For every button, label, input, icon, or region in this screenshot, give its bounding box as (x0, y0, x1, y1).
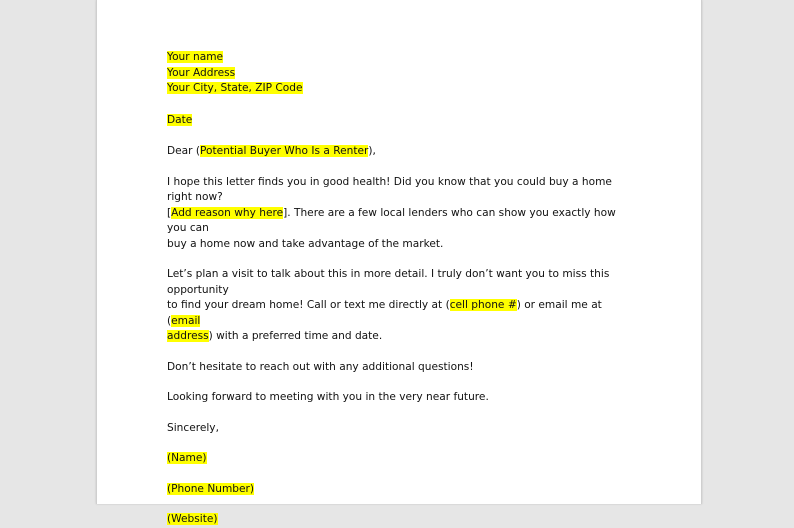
signature-phone-line (167, 482, 637, 498)
sender-city-state-zip[interactable]: Your City, State, ZIP Code (167, 82, 303, 94)
signature-website-placeholder[interactable]: (Website) (167, 513, 218, 525)
paragraph-visit-line2-start: to find your dream home! Call or text me directly at ( (167, 299, 450, 311)
blank-line (167, 406, 637, 421)
paragraph-questions: Don’t hesitate to reach out with any additional questions! (167, 360, 474, 373)
date-placeholder[interactable]: Date (167, 113, 193, 126)
paragraph-visit-end: ) with a preferred time and date. (208, 330, 383, 342)
document-page[interactable] (96, 0, 702, 525)
blank-line (167, 128, 637, 144)
blank-line (167, 252, 637, 267)
blank-line (167, 375, 637, 390)
sender-name[interactable]: Your name (167, 51, 224, 63)
bracket-open: [ (167, 206, 172, 219)
recipient-placeholder[interactable]: Potential Buyer Who Is a Renter (200, 145, 369, 157)
paragraph-intro-line2-rest: ]. There are a few local lenders who can show you exactly how you can (167, 206, 616, 234)
reason-placeholder[interactable]: Add reason why here (171, 206, 284, 219)
signature-name-line (167, 451, 637, 467)
paragraph-visit (167, 267, 637, 345)
paragraph-intro (167, 175, 637, 253)
salutation-suffix: ), (368, 145, 376, 157)
paragraph-visit-mid: ) or email me at ( (167, 299, 602, 327)
paragraph-visit-line2 (167, 298, 637, 329)
salutation-prefix: Dear ( (167, 145, 201, 157)
closing: Sincerely, (167, 421, 219, 434)
sender-name-line (167, 50, 637, 66)
paragraph-closing-remark: Looking forward to meeting with you in the very near future. (167, 391, 489, 403)
signature-phone-placeholder[interactable]: (Phone Number) (167, 482, 255, 495)
sender-city-line (167, 81, 637, 97)
paragraph-intro-line1: I hope this letter finds you in good health! Did you know that you could buy a home right now? (167, 175, 612, 203)
blank-line (167, 160, 637, 175)
signature-website-line (167, 512, 637, 528)
letter-body[interactable] (167, 50, 637, 528)
email-placeholder-part1[interactable]: email (171, 314, 201, 327)
signature-name-placeholder[interactable]: (Name) (167, 452, 207, 464)
date-line (167, 113, 637, 129)
paragraph-intro-line3: buy a home now and take advantage of the market. (167, 237, 444, 250)
blank-line (167, 345, 637, 360)
paragraph-visit-line3 (167, 329, 637, 345)
blank-line (167, 497, 637, 512)
sender-address[interactable]: Your Address (167, 66, 236, 79)
salutation (167, 144, 637, 160)
sender-address-line (167, 66, 637, 82)
paragraph-intro-line2 (167, 206, 637, 237)
blank-line (167, 467, 637, 482)
blank-line (167, 97, 637, 113)
cell-phone-placeholder[interactable]: cell phone # (449, 299, 517, 311)
blank-line (167, 436, 637, 451)
email-placeholder-part2[interactable]: address (167, 330, 209, 342)
paragraph-visit-line1: Let’s plan a visit to talk about this in more detail. I truly don’t want you to miss this opportunity (167, 268, 610, 296)
